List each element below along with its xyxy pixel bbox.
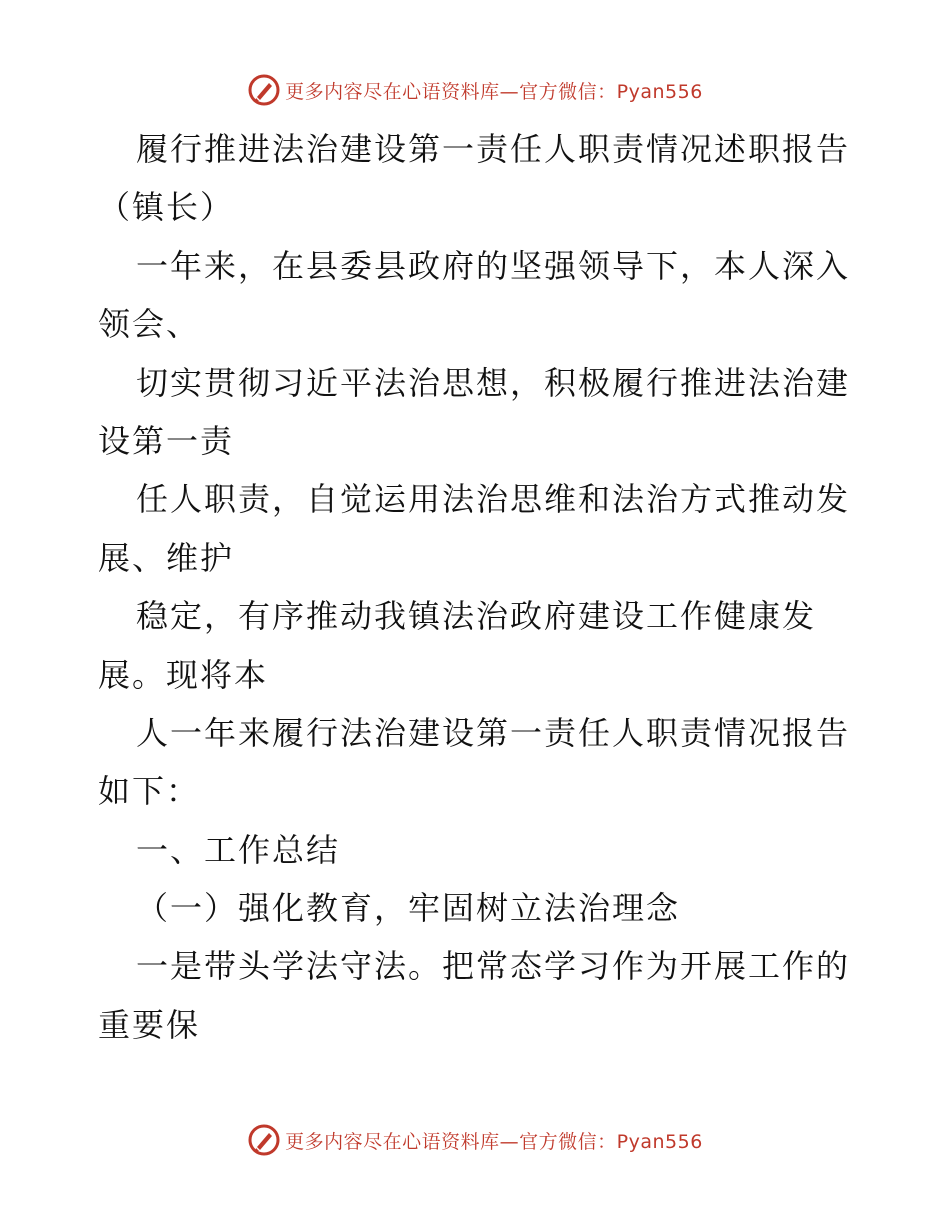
watermark-text: 更多内容尽在心语资料库—官方微信：Pyan556 <box>285 1130 703 1153</box>
doc-line: 展。现将本 <box>98 655 269 694</box>
doc-line: 稳定，有序推动我镇法治政府建设工作健康发 <box>136 597 817 636</box>
doc-line: 一年来，在县委县政府的坚强领导下，本人深入 <box>136 246 851 285</box>
pen-logo-icon <box>247 1123 281 1157</box>
doc-line: 重要保 <box>98 1005 201 1044</box>
doc-line: 任人职责，自觉运用法治思维和法治方式推动发 <box>136 480 851 519</box>
doc-line: 一是带头学法守法。把常态学习作为开展工作的 <box>136 947 851 986</box>
doc-line: 如下： <box>98 772 201 811</box>
watermark-text: 更多内容尽在心语资料库—官方微信：Pyan556 <box>285 80 703 103</box>
subsection-heading: （一）强化教育，牢固树立法治理念 <box>136 889 681 928</box>
pen-logo-icon <box>247 73 281 107</box>
watermark-bottom <box>0 1120 950 1160</box>
doc-line: 领会、 <box>98 305 201 344</box>
doc-line: 设第一责 <box>98 421 235 460</box>
doc-line: 人一年来履行法治建设第一责任人职责情况报告 <box>136 713 851 752</box>
doc-line: 切实贯彻习近平法治思想，积极履行推进法治建 <box>136 363 851 402</box>
section-heading: 一、工作总结 <box>136 830 341 869</box>
doc-line: （镇长） <box>98 188 235 227</box>
document-body <box>98 120 858 1054</box>
watermark-top <box>0 70 950 110</box>
doc-line: 展、维护 <box>98 538 235 577</box>
doc-line: 履行推进法治建设第一责任人职责情况述职报告 <box>136 130 851 168</box>
